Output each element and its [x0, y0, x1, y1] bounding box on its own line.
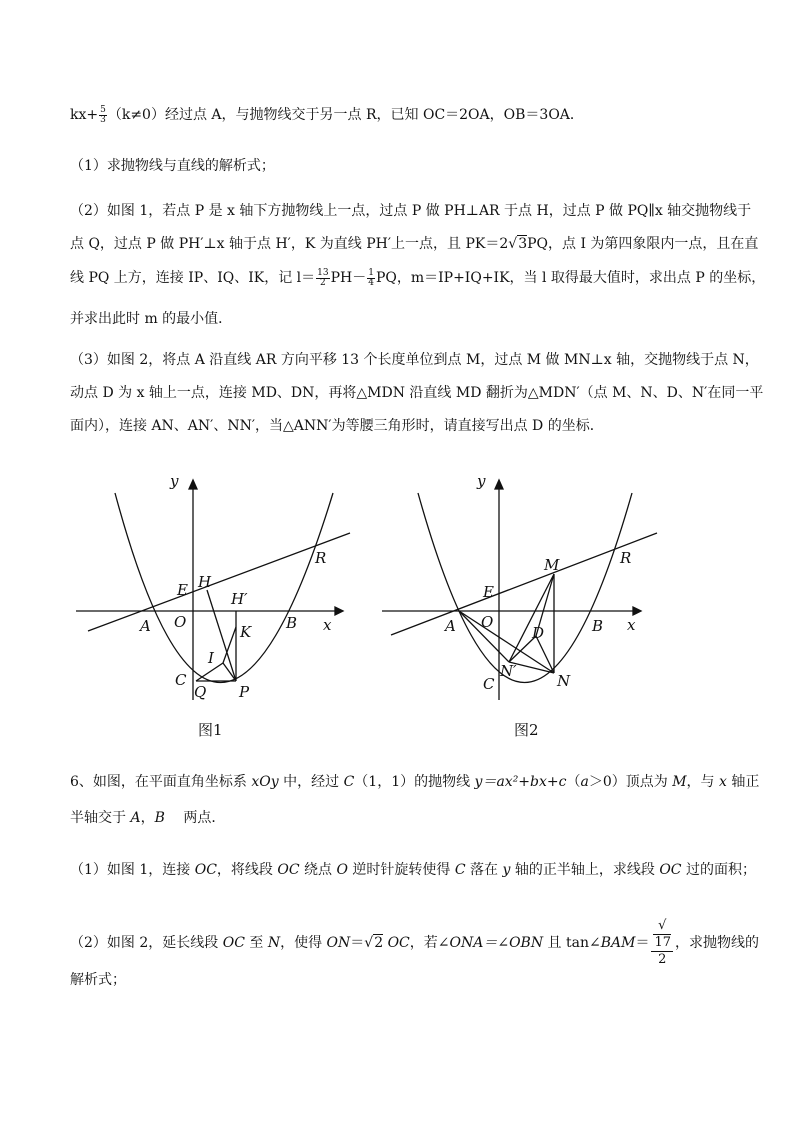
t: （2）如图 2，延长线段 [70, 935, 223, 951]
p5-q2-l2b: PQ，点 I 为第四象限内一点，且在直 [527, 236, 759, 252]
label-P: P [239, 683, 250, 701]
frac-den: 2 [319, 277, 326, 288]
label-R: R [315, 549, 327, 567]
figure-1 [70, 465, 360, 745]
line-AR [391, 533, 657, 635]
label-I: I [208, 649, 214, 667]
p6-A: A [130, 810, 141, 826]
p6-l2c: 两点． [164, 810, 226, 826]
label-y: y [477, 472, 486, 490]
x-axis-arrow [633, 607, 641, 615]
p5-q2-line3 [70, 268, 765, 288]
t: ，使得 [280, 935, 327, 951]
label-M: M [544, 556, 560, 574]
p5-question-1: （1）求抛物线与直线的解析式； [70, 158, 275, 174]
t: 且 tan [543, 935, 589, 951]
p6-l1g: 轴正 [726, 774, 760, 790]
v: OC [659, 862, 682, 878]
label-x: x [323, 616, 332, 634]
label-y: y [170, 472, 179, 490]
v: OC [194, 862, 217, 878]
t: 绕点 [299, 862, 337, 878]
p6-equation: y＝ax²+bx+c [474, 774, 567, 790]
label-B: B [286, 614, 298, 632]
p5-q2-l3c: PQ，m＝IP+IQ+IK，当 l 取得最大值时，求出点 P 的坐标， [375, 270, 766, 286]
p5-q3-line3: 面内），连接 AN、AN′、NN′，当△ANN′为等腰三角形时，请直接写出点 D 的坐标． [70, 418, 604, 434]
t: ＝ [350, 935, 365, 951]
label-H: H [198, 573, 212, 591]
p6-a: a [580, 774, 589, 790]
t: ，求抛物线的 [675, 935, 759, 951]
p5-intro [70, 105, 584, 125]
v: y [502, 862, 511, 878]
p6-x: x [719, 774, 727, 790]
label-C: C [175, 671, 187, 689]
frac-num: √ 17 [651, 918, 673, 952]
p5-q3-line1: （3）如图 2，将点 A 沿直线 AR 方向平移 13 个长度单位到点 M，过点 M 做 MN⊥x 轴，交抛物线于点 N， [70, 352, 759, 368]
p5-intro-b: （k≠0）经过点 A，与抛物线交于另一点 R，已知 OC＝2OA，OB＝3OA． [107, 107, 584, 123]
t: ，若 [409, 935, 438, 951]
figure-2-caption: 图2 [514, 721, 539, 739]
label-x: x [627, 616, 636, 634]
label-N: N [557, 672, 571, 690]
label-H-prime: H′ [231, 590, 248, 608]
label-O: O [481, 613, 494, 631]
label-A: A [445, 617, 456, 635]
frac-den: 3 [100, 114, 106, 125]
p6-l1d: （ [566, 774, 581, 790]
t: 逆时针旋转使得 [347, 862, 455, 878]
label-R: R [620, 549, 632, 567]
label-B: B [592, 617, 604, 635]
p6-M: M [672, 774, 687, 790]
t: 至 [244, 935, 268, 951]
x-axis-arrow [335, 607, 343, 615]
p6-l1b: 中，经过 [278, 774, 344, 790]
p5-intro-a: kx+ [70, 107, 99, 123]
label-K: K [240, 623, 252, 641]
v: OC [387, 935, 410, 951]
frac-num: 13 [317, 267, 329, 278]
sqrt-3: 3 [518, 236, 528, 252]
p5-q3-line2: 动点 D 为 x 轴上一点，连接 MD、DN，再将△MDN 沿直线 MD 翻折为△MDN′（点 M、N、D、N′在同一平 [70, 385, 764, 401]
frac-num: 5 [100, 104, 106, 115]
y-axis-arrow [495, 480, 503, 489]
v: C [454, 862, 466, 878]
label-E: E [483, 583, 494, 601]
p6-question-1 [70, 860, 756, 880]
t: ，将线段 [216, 862, 278, 878]
label-E: E [177, 581, 188, 599]
v: ∠ONA＝∠OBN [437, 935, 544, 951]
p6-l1e: ＞0）顶点为 [588, 774, 673, 790]
fraction-1-4 [367, 269, 375, 288]
p5-q2-l2a: 点 Q，过点 P 做 PH′⊥x 轴于点 H′，K 为直线 PH′上一点，且 PK＝2 [70, 236, 509, 252]
figure-1-caption: 图1 [198, 721, 223, 739]
t: ＝ [635, 935, 650, 951]
p5-q2-l3b: PH－ [330, 270, 367, 286]
label-Q: Q [194, 683, 207, 701]
p6-question-2-line2: 解析式； [70, 972, 126, 988]
p6-l2b: ， [140, 810, 155, 826]
t: 轴的正半轴上，求线段 [510, 862, 660, 878]
p5-q2-line2: 点 Q，过点 P 做 PH′⊥x 轴于点 H′，K 为直线 PH′上一点，且 PK＝2√3PQ，点 I 为第四象限内一点，且在直 [70, 236, 759, 252]
segment-IP [223, 663, 236, 681]
t: （1）如图 1，连接 [70, 862, 195, 878]
p5-q2-l3a: 线 PQ 上方，连接 IP、IQ、IK，记 l＝ [70, 270, 316, 286]
fraction-13-2 [316, 269, 329, 288]
label-A: A [140, 617, 151, 635]
p6-l2a: 半轴交于 [70, 810, 131, 826]
p6-l1c: （1，1）的抛物线 [354, 774, 475, 790]
v: OC [222, 935, 245, 951]
p5-q2-line1: （2）如图 1，若点 P 是 x 轴下方抛物线上一点，过点 P 做 PH⊥AR 于点 H，过点 P 做 PQ∥x 轴交抛物线于 [70, 203, 752, 219]
v: OC [277, 862, 300, 878]
y-axis-arrow [189, 480, 197, 489]
p6-xoy: xOy [251, 774, 279, 790]
v: O [336, 862, 348, 878]
v: ON [326, 935, 351, 951]
label-C: C [483, 675, 495, 693]
v: ∠BAM [588, 935, 636, 951]
parabola [115, 493, 333, 683]
label-O: O [174, 613, 187, 631]
p6-l1f: ，与 [686, 774, 719, 790]
p6-B: B [154, 810, 165, 826]
frac-num: 1 [368, 267, 374, 278]
t: 落在 [465, 862, 503, 878]
sqrt-17: 17 [654, 935, 671, 950]
p6-question-2: （2）如图 2，延长线段 OC 至 N，使得 ON＝√2 OC，若∠ONA＝∠OBN 且 tan∠BAM＝ √ 17 2 ，求抛物线的 [70, 918, 759, 967]
t: 过的面积； [681, 862, 756, 878]
label-D: D [532, 624, 545, 642]
frac-den: 2 [658, 952, 667, 967]
fraction-sqrt17-2 [651, 918, 673, 968]
p5-q2-line4: 并求出此时 m 的最小值． [70, 311, 233, 327]
v: N [267, 935, 281, 951]
label-N-prime: N′ [500, 662, 517, 680]
p5-fraction-5-3 [99, 106, 107, 125]
p6-l1a: 6、如图，在平面直角坐标系 [70, 774, 252, 790]
sqrt-2: 2 [374, 935, 384, 951]
p6-C: C [343, 774, 355, 790]
p6-line2 [70, 808, 225, 828]
line-AR [88, 533, 350, 631]
frac-den: 4 [368, 277, 374, 288]
p6-line1 [70, 772, 759, 792]
figure-2 [375, 465, 675, 745]
